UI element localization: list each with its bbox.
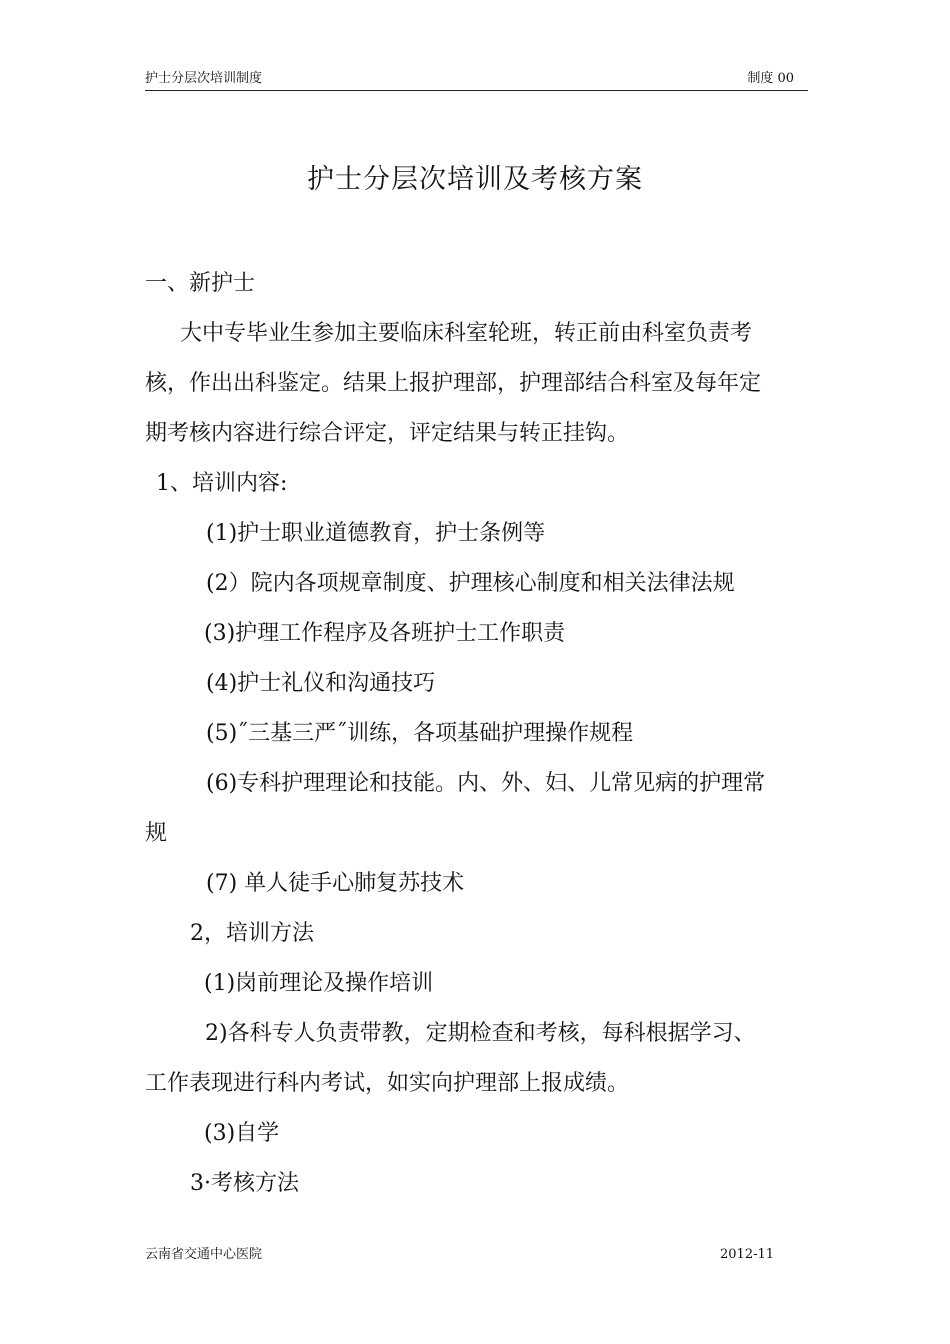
training-content-item: (5)˝三基三严˝训练，各项基础护理操作规程	[206, 721, 634, 746]
training-content-heading: 1、培训内容:	[156, 471, 288, 496]
training-content-item: (3)护理工作程序及各班护士工作职责	[204, 621, 566, 646]
training-content-item-continuation: 规	[145, 821, 168, 846]
training-content-item: (2）院内各项规章制度、护理核心制度和相关法律法规	[206, 571, 735, 596]
training-content-item: (1)护士职业道德教育，护士条例等	[206, 521, 546, 546]
header-document-code: 制度 00	[747, 71, 794, 86]
training-content-item: (6)专科护理理论和技能。内、外、妇、儿常见病的护理常	[206, 771, 766, 796]
page-header	[145, 70, 808, 91]
header-document-name: 护士分层次培训制度	[145, 71, 263, 86]
footer-date: 2012-11	[720, 1247, 775, 1262]
training-method-item-continuation: 工作表现进行科内考试，如实向护理部上报成绩。	[145, 1071, 630, 1096]
training-method-heading: 2，培训方法	[190, 921, 314, 946]
intro-line-2: 核，作出出科鉴定。结果上报护理部，护理部结合科室及每年定	[145, 371, 762, 396]
training-content-item: (4)护士礼仪和沟通技巧	[206, 671, 436, 696]
training-method-item: (3)自学	[204, 1121, 280, 1146]
intro-line-3: 期考核内容进行综合评定，评定结果与转正挂钩。	[145, 421, 630, 446]
footer-hospital-name: 云南省交通中心医院	[145, 1247, 263, 1262]
assessment-method-heading: 3·考核方法	[190, 1171, 299, 1196]
document-title: 护士分层次培训及考核方案	[307, 164, 643, 195]
training-content-item: (7) 单人徒手心肺复苏技术	[206, 871, 465, 896]
training-method-item: (1)岗前理论及操作培训	[204, 971, 434, 996]
section-heading-new-nurse: 一、新护士	[145, 271, 256, 296]
training-method-item: 2)各科专人负责带教，定期检查和考核，每科根据学习、	[205, 1021, 756, 1046]
intro-line-1: 大中专毕业生参加主要临床科室轮班，转正前由科室负责考	[180, 321, 753, 346]
